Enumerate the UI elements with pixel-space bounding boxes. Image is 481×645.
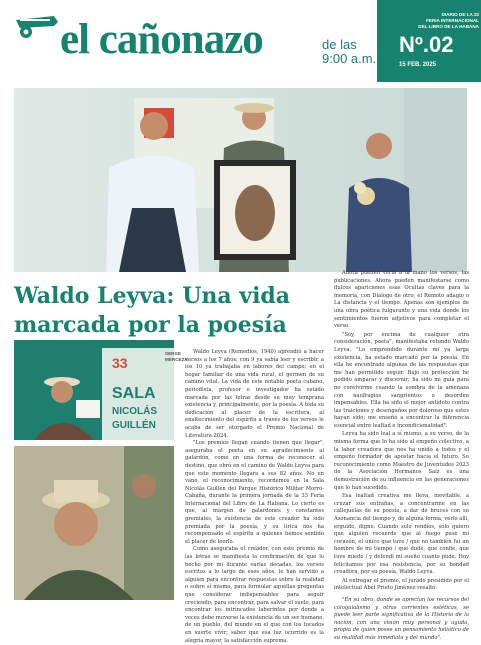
jury-quote: "En su obra, donde se aprecian los recursos del coloquialismo y otras corrientes estéticas, se puede leer parte significativa de la Historia de la nación, con una visión muy personal y aguda, propia de quien posee un pensamiento heliótico de su realidad más inmediata y del mundo". — [334, 596, 469, 641]
fair-line-2: FERIA INTERNACIONAL — [426, 18, 479, 23]
time-subtitle — [322, 38, 376, 66]
issue-number: Nº.02 — [399, 32, 454, 57]
paragraph: Como aseguraba el creador, con este premio de las letras se manifiesta la confirmación de que lo hecho por mi durante varias décadas, los versos escritos a lo largo de esos años, le han servido a alguien para encontrar respuestas sobre la realidad o sobre sí mismo, para formular aquellas preguntas que considerar indispensables para seguir creciendo, para encontrar, para salvar el suelo, para encontrar los intrincados laberintos por donde a veces debe moverse la existencia de un ser humano, de un pueblo, del mundo en el que con los tocados en suerte vivir; saber que esa luz ocurrido es la alegría mayor, la satisfacción suprema. — [185, 546, 324, 644]
sign-number: 33 — [112, 355, 128, 371]
issue-date: 15 FEB. 2025 — [399, 62, 437, 68]
award-ceremony-photo — [14, 88, 467, 272]
fair-name — [399, 12, 479, 30]
article-column-3 — [334, 270, 469, 644]
masthead — [0, 0, 481, 82]
paragraph: Al entregar el premio, el jurado presidido por el intelectual Abel Prieto Jiménez resaltó: — [334, 577, 469, 592]
paragraph: Waldo Leyva (Remedios, 1940) aprendió a hacer versos a los 7 años; con 9 ya sabía leer y escribir, a los 10 ya trabajaba en labores del campo; en el hogar familiar de una vida rural, el germen de su camino vital. La vida de este notable poeta cubano, periodista, profesor e investigador ha estado marcada por las letras desde su muy temprana existencia y, principalmente, por la poesía. A toda su dedicación al placer de la escritura, al enaltecimiento del espíritu a través de los versos le acaba de ser otorgado el Premio Nacional de Literatura 2024. — [185, 349, 324, 439]
cannon-logo-icon — [14, 14, 60, 40]
article-headline: Waldo Leyva: Una vida marcada por la poesía — [14, 283, 291, 338]
paragraph: Esa lealtad creativa me lleva, inevitable, a cruzar sus entrañas, a concentrarme en las callejuelas de su poesía, a dar de bruces con su Asonancia del tiempo y, de alguna forma, verlo allí, erguido, digno. Cuando solo rendíos, sólo quiero que alguien recuerde que al fuego puse mi corazón, el único que tuve / que no también fui un hombre de mi tiempo / que dudé, que confié, que tuve miedo / y defendí mi sueño cuanto pude. Hoy felicitamos por esa resistencia, por su bondad creadora, por su poesía, Waldo Leyva. — [334, 493, 469, 576]
sign-nicolas: NICOLÁS — [112, 406, 157, 417]
paragraph: "Soy, por encima de cualquier otra consideración, poeta", manifestaba rotundo Waldo Leyva. "Lo emprendido durante mi ya larga existencia, ha estado marcado por la poesía. En ella he encontrado algunas de las respuestas que me han permitido seguir. Bajo su protección he podido amparar y discernir; ha sido mi guía para no convivirme cuando la sombra de la amenaza con naufragios sangrientos o desorden impensables. Ella ha sido el mejor antídoto contra las traiciones y desengaños por doloroso que estos hayan sido; me enseñó a encontrar la diferencia esencial entre lealtad e incondicionalidad". — [334, 331, 469, 429]
paragraph: Ahora pueden verla a la mano los versos, las publicaciones. Ahora pueden manifestarse como dulces apariciones esas Ocultas claves para la memoria, con Diálogo de otro, el Remoto adagio o La distancia y el tiempo. Apenas son ejemplos de una obra poética fulgurante y una vida donde los sentimientos fueron adjetivos para completar el verso. — [334, 270, 469, 330]
fair-line-3: DEL LIBRO DE LA HABANA — [418, 24, 479, 29]
poet-portrait-photo — [14, 446, 174, 600]
paragraph: Leyva ha sido leal a sí mismo, a su verso, de la misma forma que lo ha sido al empeño colectivo, a la labor creadora que nos ha unido a todos y el empeño formador de apostar hacia el futuro. Su reconocimiento como Maestro de Juventudes 2023 de la Asociación Hermanos Saíz es una demostración de su influencia en las generaciones que lo han sucedido. — [334, 431, 469, 491]
article-column-2 — [185, 349, 324, 645]
sign-sala: SALA — [112, 385, 156, 402]
issue-box — [377, 0, 481, 82]
byline-name-1: SERGE — [165, 351, 182, 356]
fair-line-1: DIARIO DE LA 33 — [441, 12, 479, 17]
brand-title: el cañonazo — [60, 16, 263, 63]
time-line-2: 9:00 a.m. — [322, 51, 377, 66]
poet-reading-photo — [14, 340, 174, 440]
time-line-1: de las — [322, 37, 357, 52]
sign-guillen: GUILLÉN — [112, 420, 156, 431]
paragraph: "Los premios llegan cuando tienen que llegar", aseguraba el poeta en su agradecimiento al galardón, como en una forma de reconocer al destino, que obró en el camino de Waldo Leyva para que este momento llegara a sus 82 años. No en vano, el reconocimiento, recordemos en la Sala Nicolás Guillén del Parque Histórico Militar Morro-Cabaña, durante la primera jornada de la 33 Feria Internacional del Libro de La Habana. Lo cierto es que, al margen de galardones y constantes gremiales, la existencia de este creador ha sido premiada por la poesía, y su lírica nos ha recompensado el espíritu a quienes hemos sentido el placer de leerlo. — [185, 440, 324, 545]
byline-name-2: MERCEZA — [165, 357, 188, 362]
